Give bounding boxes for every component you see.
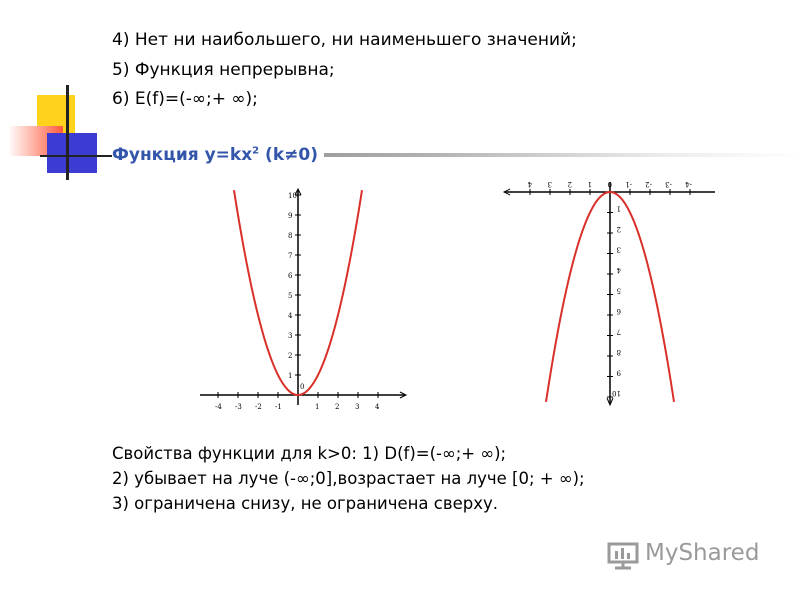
left-y-tick-label: 8 xyxy=(288,232,293,240)
right-y-tick-label: 8 xyxy=(616,348,621,356)
right-x-tick-label: 3 xyxy=(547,180,552,188)
left-x-tick-label: 1 xyxy=(315,403,320,410)
right-y-tick-label: 9 xyxy=(616,368,621,377)
right-y-tick-label: 5 xyxy=(616,286,621,295)
right-y-tick-label: 1 xyxy=(616,204,621,213)
myshared-logo-icon xyxy=(607,538,641,570)
right-y-tick-label: 10 xyxy=(612,389,621,397)
right-x-tick-label: 4 xyxy=(527,180,532,188)
left-x-tick-label: -4 xyxy=(215,403,222,410)
graph-parabola-up xyxy=(195,185,410,410)
property-line-2: 2) убывает на луче (-∞;0],возрастает на луче [0; + ∞); xyxy=(112,469,585,488)
property-line-1: Свойства функции для k>0: 1) D(f)=(-∞;+ ∞); xyxy=(112,444,507,463)
left-y-tick-label: 2 xyxy=(288,352,293,360)
myshared-logo-text: MyShared xyxy=(645,540,760,566)
property-6: 6) E(f)=(-∞;+ ∞); xyxy=(112,89,258,109)
right-x-tick-label: -4 xyxy=(685,180,692,188)
left-y-tick-label: 1 xyxy=(288,372,293,380)
right-y-tick-label: 3 xyxy=(616,245,621,254)
left-y-tick-label: 5 xyxy=(288,292,293,300)
left-y-tick-label: 4 xyxy=(288,312,293,320)
right-x-tick-label: -3 xyxy=(665,180,672,188)
left-y-tick-label: 6 xyxy=(288,272,293,280)
right-y-tick-label: 6 xyxy=(616,307,621,315)
graph-parabola-down xyxy=(500,172,720,410)
left-y-tick-label: 7 xyxy=(288,252,293,260)
left-axes xyxy=(200,189,406,405)
right-x-tick-label: -1 xyxy=(625,180,632,188)
right-y-tick-label: 4 xyxy=(616,266,621,274)
left-x-tick-label: -1 xyxy=(275,403,282,410)
decor-vertical-line xyxy=(66,85,69,180)
right-y-tick-label: 2 xyxy=(616,225,621,233)
property-5: 5) Функция непрерывна; xyxy=(112,60,335,80)
right-x-tick-label: 2 xyxy=(567,180,572,188)
section-heading: Функция $y=kx^2$ (k≠0) xyxy=(112,145,324,165)
left-x-tick-label: 0 xyxy=(300,383,305,391)
left-y-tick-label: 9 xyxy=(288,212,293,220)
property-line-3: 3) ограничена снизу, не ограничена сверху. xyxy=(112,494,498,513)
left-x-tick-label: 2 xyxy=(335,403,340,410)
right-y-tick-label: 7 xyxy=(616,327,621,336)
property-4: 4) Нет ни наибольшего, ни наименьшего значений; xyxy=(112,30,577,50)
decor-blue-square xyxy=(47,133,97,173)
decor-horizontal-line xyxy=(40,155,115,157)
right-x-tick-label: 0 xyxy=(607,180,612,188)
right-axes xyxy=(504,182,715,405)
left-y-tick-label: 3 xyxy=(288,332,293,340)
right-x-tick-label: 1 xyxy=(587,180,592,188)
left-y-tick-label: 10 xyxy=(288,192,297,200)
left-x-tick-label: -3 xyxy=(235,403,242,410)
right-x-tick-label: -2 xyxy=(645,180,652,188)
left-x-tick-label: -2 xyxy=(255,403,262,410)
left-x-tick-label: 4 xyxy=(375,403,380,410)
left-x-tick-label: 3 xyxy=(355,403,360,410)
